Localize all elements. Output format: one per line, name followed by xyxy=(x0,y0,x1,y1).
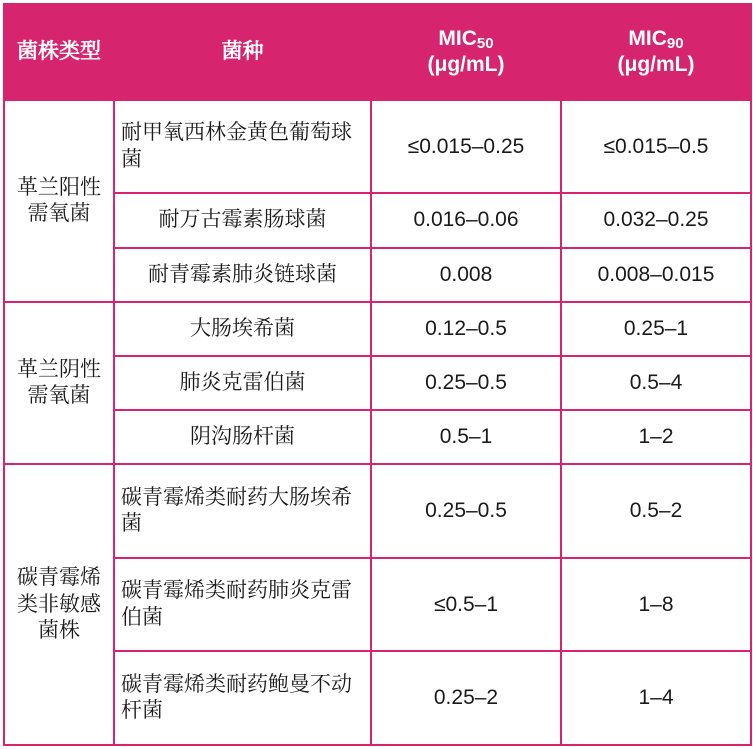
mic50-value: 0.25–0.5 xyxy=(371,464,561,557)
header-mic50 xyxy=(371,4,561,100)
header-mic90-subscript: 90 xyxy=(666,34,684,52)
species-name: 碳青霉烯类耐药大肠埃希菌 xyxy=(114,464,371,557)
header-species: 菌种 xyxy=(114,4,371,100)
mic50-value: ≤0.5–1 xyxy=(371,558,561,651)
mic90-value: 0.5–2 xyxy=(561,464,751,557)
group-label-gram-negative: 革兰阴性 需氧菌 xyxy=(4,302,114,465)
mic90-value: 0.008–0.015 xyxy=(561,248,751,302)
mic50-value: 0.12–0.5 xyxy=(371,302,561,356)
header-strain-type: 菌株类型 xyxy=(4,4,114,100)
species-name: 阴沟肠杆菌 xyxy=(114,410,371,464)
mic90-value: 0.5–4 xyxy=(561,356,751,410)
table-row xyxy=(4,100,751,193)
mic50-value: 0.016–0.06 xyxy=(371,193,561,247)
table-body xyxy=(4,100,751,745)
species-name: 肺炎克雷伯菌 xyxy=(114,356,371,410)
mic90-value: 0.032–0.25 xyxy=(561,193,751,247)
table-row xyxy=(4,464,751,557)
species-name: 耐甲氧西林金黄色葡萄球菌 xyxy=(114,100,371,193)
header-mic50-subscript: 50 xyxy=(476,34,494,52)
species-name: 碳青霉烯类耐药鲍曼不动杆菌 xyxy=(114,651,371,745)
mic90-value: ≤0.015–0.5 xyxy=(561,100,751,193)
table-header xyxy=(4,4,751,100)
mic90-value: 0.25–1 xyxy=(561,302,751,356)
header-mic90-unit: (μg/mL) xyxy=(617,53,695,76)
table-row xyxy=(4,248,751,302)
mic50-value: 0.25–0.5 xyxy=(371,356,561,410)
species-name: 碳青霉烯类耐药肺炎克雷伯菌 xyxy=(114,558,371,651)
mic90-value: 1–8 xyxy=(561,558,751,651)
header-mic90 xyxy=(561,4,751,100)
species-name: 耐万古霉素肠球菌 xyxy=(114,193,371,247)
header-mic50-label: MIC xyxy=(438,26,477,50)
table-row xyxy=(4,356,751,410)
species-name: 耐青霉素肺炎链球菌 xyxy=(114,248,371,302)
mic-table xyxy=(3,3,752,746)
mic50-value: 0.008 xyxy=(371,248,561,302)
mic90-value: 1–4 xyxy=(561,651,751,745)
table-row xyxy=(4,410,751,464)
mic50-value: 0.5–1 xyxy=(371,410,561,464)
group-label-gram-positive: 革兰阳性 需氧菌 xyxy=(4,100,114,302)
header-mic90-label: MIC xyxy=(628,26,667,50)
mic50-value: 0.25–2 xyxy=(371,651,561,745)
table-row xyxy=(4,302,751,356)
group-label-carbapenem-nonsusceptible: 碳青霉烯 类非敏感 菌株 xyxy=(4,464,114,745)
mic50-value: ≤0.015–0.25 xyxy=(371,100,561,193)
table-row xyxy=(4,193,751,247)
table-row xyxy=(4,558,751,651)
header-row xyxy=(4,4,751,100)
species-name: 大肠埃希菌 xyxy=(114,302,371,356)
table-row xyxy=(4,651,751,745)
mic90-value: 1–2 xyxy=(561,410,751,464)
header-mic50-unit: (μg/mL) xyxy=(427,53,505,76)
